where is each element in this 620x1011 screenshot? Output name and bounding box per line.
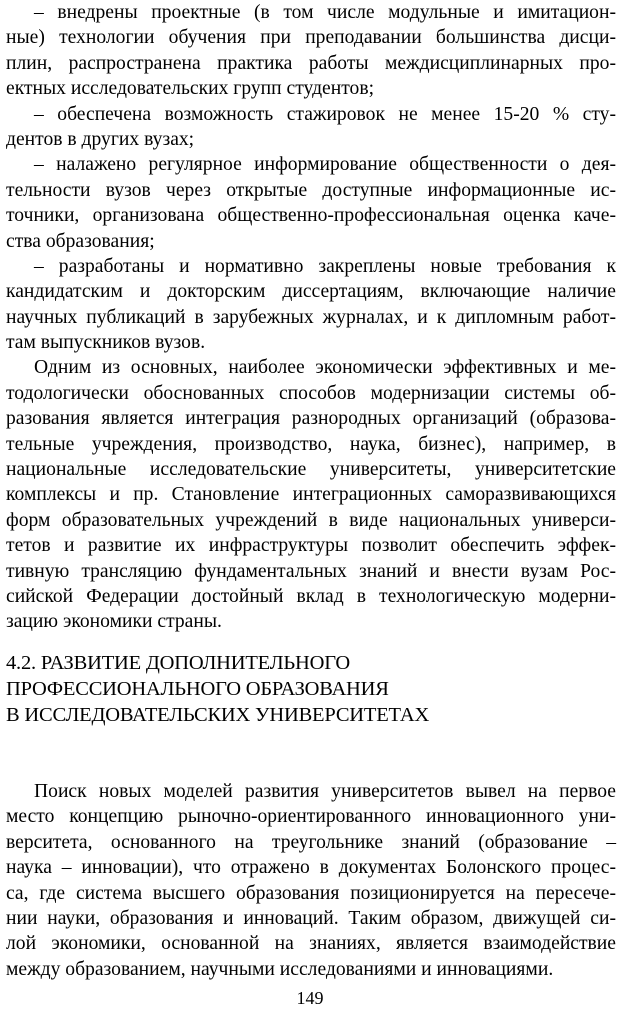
text-line: нии науки, образования и инноваций. Таким образом, движущей си- bbox=[6, 907, 616, 929]
text-line: верситета, основанного на треугольнике знаний (образование – bbox=[6, 831, 616, 853]
text-line: наука – инновации), что отражено в документах Болонского процес- bbox=[6, 857, 616, 879]
text-line: са, где система высшего образования позиционируется на пересече- bbox=[6, 882, 616, 904]
text-line: между образованием, научными исследованиями и инновациями. bbox=[6, 958, 554, 980]
text-line: ства образования; bbox=[6, 230, 155, 252]
section-heading bbox=[6, 650, 616, 728]
text-line: тивную трансляцию фундаментальных знаний и внести вузам Рос- bbox=[6, 560, 616, 582]
text-line: – внедрены проектные (в том числе модульные и имитацион- bbox=[34, 2, 616, 23]
text-line: комплексы и пр. Становление интеграционных саморазвивающихся bbox=[6, 484, 616, 506]
text-block-reform-results bbox=[6, 0, 616, 635]
text-block-universities bbox=[6, 779, 616, 982]
text-line: точники, организована общественно-профессиональная оценка каче- bbox=[6, 205, 616, 227]
text-line: тодологически обоснованных способов модернизации системы об- bbox=[6, 382, 616, 404]
text-line: Поиск новых моделей развития университетов вывел на первое bbox=[34, 781, 616, 802]
heading-line: ПРОФЕССИОНАЛЬНОГО ОБРАЗОВАНИЯ bbox=[6, 678, 389, 700]
text-line: тельности вузов через открытые доступные информационные ис- bbox=[6, 179, 616, 201]
text-line: плин, распространена практика работы междисциплинарных про- bbox=[6, 52, 616, 74]
heading-line: В ИССЛЕДОВАТЕЛЬСКИХ УНИВЕРСИТЕТАХ bbox=[6, 704, 430, 726]
text-line: ектных исследовательских групп студентов; bbox=[6, 78, 375, 100]
text-line: национальные исследовательские университеты, университетские bbox=[6, 459, 616, 481]
text-line: научных публикаций в зарубежных журналах, и к дипломным работ- bbox=[6, 306, 616, 328]
text-line: дентов в других вузах; bbox=[6, 128, 195, 150]
text-line: ные) технологии обучения при преподавании большинства дисци- bbox=[6, 27, 616, 49]
text-line: лой экономики, основанной на знаниях, является взаимодействие bbox=[6, 933, 616, 955]
text-line: тетов и развитие их инфраструктуры позволит обеспечить эффек- bbox=[6, 535, 616, 557]
text-line: сийской Федерации достойный вклад в технологическую модерни- bbox=[6, 585, 616, 607]
text-line: зацию экономики страны. bbox=[6, 611, 222, 633]
text-line: – разработаны и нормативно закреплены новые требования к bbox=[34, 255, 616, 277]
text-line: кандидатским и докторским диссертациям, включающие наличие bbox=[6, 281, 616, 303]
text-line: тельные учреждения, производство, наука, бизнес), например, в bbox=[6, 433, 616, 455]
text-line: форм образовательных учреждений в виде национальных универси- bbox=[6, 509, 616, 531]
text-line: разования является интеграция разнородных организаций (образова- bbox=[6, 408, 616, 430]
text-line: – налажено регулярное информирование общественности о дея- bbox=[34, 154, 616, 176]
text-line: Одним из основных, наиболее экономически эффективных и ме- bbox=[34, 357, 616, 379]
text-line: место концепцию рыночно-ориентированного инновационного уни- bbox=[6, 806, 616, 828]
heading-line: 4.2. РАЗВИТИЕ ДОПОЛНИТЕЛЬНОГО bbox=[6, 652, 350, 674]
text-line: там выпускников вузов. bbox=[6, 332, 206, 354]
text-line: – обеспечена возможность стажировок не менее 15-20 % сту- bbox=[34, 103, 616, 125]
page-number: 149 bbox=[296, 988, 324, 1008]
